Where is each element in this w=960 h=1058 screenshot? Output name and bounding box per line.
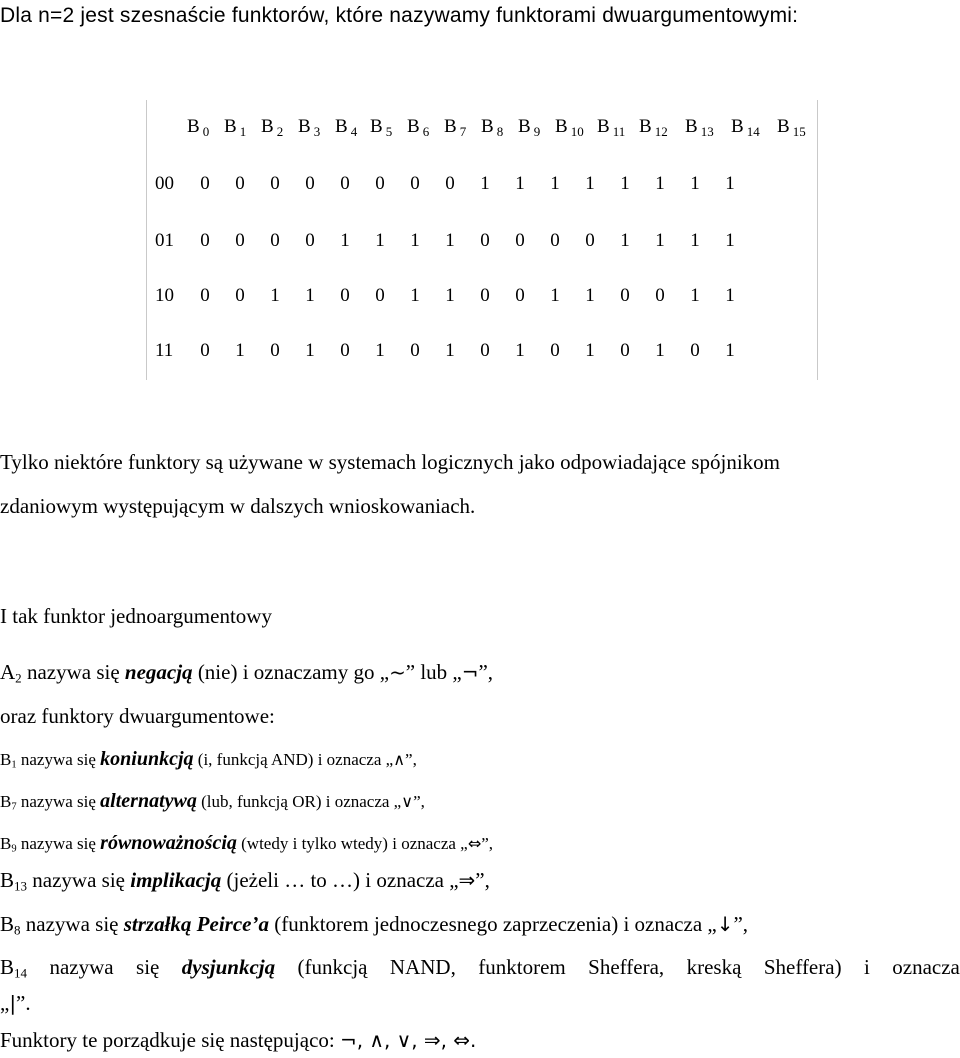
- header-index: 9: [533, 124, 541, 139]
- table-cell: 1: [585, 340, 595, 361]
- text-word: NAND,: [389, 955, 456, 979]
- functor-index: 7: [11, 801, 17, 813]
- table-cell: 0: [480, 230, 490, 251]
- header-letter: B: [370, 116, 383, 137]
- header-index: 3: [313, 124, 321, 139]
- functor-index: 13: [14, 878, 28, 894]
- truth-table: [146, 100, 818, 380]
- table-cell: 0: [445, 173, 455, 194]
- term-conjunction: koniunkcją: [100, 748, 194, 770]
- table-cell: 1: [445, 285, 455, 306]
- table-header-cell: [597, 116, 625, 140]
- order-line: [0, 1028, 476, 1053]
- row-label: 10: [155, 285, 174, 306]
- row-label: 01: [155, 230, 174, 251]
- table-cell: 0: [200, 230, 210, 251]
- table-cell: 0: [270, 340, 280, 361]
- text-fragment: Funktory te porządkuje się następująco:: [0, 1028, 340, 1052]
- table-row: [147, 230, 817, 256]
- table-cell: 1: [620, 173, 630, 194]
- table-cell: 1: [375, 230, 385, 251]
- table-cell: 0: [620, 285, 630, 306]
- term-peirce-arrow: strzałką Peirce’a: [123, 912, 269, 936]
- text-word: Sheffera): [763, 955, 842, 979]
- and-symbol: ∧: [393, 750, 406, 769]
- table-header-cell: [261, 116, 283, 140]
- header-letter: B: [518, 116, 531, 137]
- text-fragment: nazywa się: [16, 834, 101, 853]
- table-cell: 0: [340, 173, 350, 194]
- table-cell: 1: [445, 340, 455, 361]
- table-header-cell: [731, 116, 760, 140]
- table-cell: 0: [655, 285, 665, 306]
- table-cell: 1: [270, 285, 280, 306]
- functor-symbol: B: [0, 792, 12, 811]
- table-cell: 1: [655, 230, 665, 251]
- header-index: 6: [422, 124, 430, 139]
- table-cell: 0: [200, 173, 210, 194]
- text-word: i: [864, 955, 870, 979]
- header-index: 15: [792, 124, 806, 139]
- header-letter: B: [298, 116, 311, 137]
- table-cell: 0: [200, 285, 210, 306]
- header-index: 12: [654, 124, 668, 139]
- functor-index: 1: [11, 759, 17, 771]
- text-word: nazywa: [49, 955, 114, 979]
- text-fragment: ”.: [16, 991, 31, 1015]
- unary-intro: I tak funktor jednoargumentowy: [0, 604, 272, 628]
- term-implication: implikacją: [130, 868, 222, 892]
- header-index: 8: [496, 124, 504, 139]
- table-header-cell: [224, 116, 246, 140]
- table-cell: 1: [550, 173, 560, 194]
- term-alternative: alternatywą: [100, 790, 197, 812]
- table-header-cell: [481, 116, 503, 140]
- table-cell: 0: [410, 173, 420, 194]
- negation-line: [0, 660, 493, 686]
- header-index: 14: [746, 124, 760, 139]
- header-letter: B: [444, 116, 457, 137]
- header-letter: B: [224, 116, 237, 137]
- table-cell: 1: [445, 230, 455, 251]
- down-arrow-symbol: ↓: [716, 912, 734, 936]
- text-fragment: nazywa się: [21, 660, 125, 684]
- header-letter: B: [777, 116, 790, 137]
- functor-symbol: A: [0, 660, 16, 684]
- table-cell: 0: [340, 340, 350, 361]
- text-fragment: (wtedy i tylko wtedy) i oznacza „: [236, 834, 468, 853]
- table-cell: 1: [305, 285, 315, 306]
- table-cell: 1: [410, 285, 420, 306]
- text-fragment: ”,: [475, 868, 490, 892]
- term-negation: negacją: [124, 660, 193, 684]
- table-cell: 0: [550, 230, 560, 251]
- functor-symbol: B: [0, 868, 15, 892]
- header-index: 13: [700, 124, 714, 139]
- table-cell: 0: [690, 340, 700, 361]
- header-letter: B: [261, 116, 274, 137]
- equivalence-line: [0, 832, 493, 855]
- table-cell: 0: [515, 285, 525, 306]
- row-label: 11: [155, 340, 174, 361]
- text-fragment: „: [0, 991, 10, 1015]
- table-header-cell: [518, 116, 540, 140]
- header-index: 1: [239, 124, 247, 139]
- table-cell: 1: [690, 285, 700, 306]
- table-row: [147, 340, 817, 366]
- table-cell: 1: [725, 230, 735, 251]
- table-cell: 0: [340, 285, 350, 306]
- header-index: 10: [570, 124, 584, 139]
- table-cell: 1: [620, 230, 630, 251]
- table-cell: 0: [235, 173, 245, 194]
- text-word: kreską: [686, 955, 742, 979]
- functor-symbol: B: [0, 912, 15, 936]
- table-cell: 0: [270, 230, 280, 251]
- table-cell: 1: [480, 173, 490, 194]
- table-header-cell: [777, 116, 806, 140]
- peirce-arrow-line: [0, 912, 748, 938]
- text-fragment: ”,: [478, 660, 494, 684]
- text-fragment: (lub, funkcją OR) i oznacza „: [196, 792, 402, 811]
- text-fragment: (nie) i oznaczamy go „: [192, 660, 390, 684]
- sheffer-stroke-continuation: [0, 991, 31, 1016]
- text-fragment: ”,: [405, 750, 417, 769]
- conjunction-line: [0, 748, 417, 771]
- table-cell: 1: [515, 340, 525, 361]
- binary-intro: oraz funktory dwuargumentowe:: [0, 704, 275, 728]
- table-header-cell: [555, 116, 584, 140]
- sheffer-stroke-line: [0, 955, 960, 981]
- functor-symbol: B: [0, 750, 12, 769]
- table-cell: 1: [655, 340, 665, 361]
- table-header-cell: [335, 116, 357, 140]
- table-cell: 0: [480, 340, 490, 361]
- header-letter: B: [731, 116, 744, 137]
- table-cell: 1: [235, 340, 245, 361]
- b14-functor: [0, 955, 27, 981]
- functor-index: 8: [14, 922, 21, 938]
- text-fragment: (funktorem jednoczesnego zaprzeczenia) i oznacza „: [268, 912, 717, 936]
- text-word: (funkcją: [297, 955, 368, 979]
- text-fragment: ”,: [481, 834, 494, 853]
- table-cell: 1: [725, 173, 735, 194]
- implication-symbol: ⇒: [458, 868, 476, 892]
- intro-text: Dla n=2 jest szesnaście funktorów, które nazywamy funktorami dwuargumentowymi:: [0, 4, 799, 27]
- text-fragment: nazywa się: [16, 792, 101, 811]
- table-header-cell: [639, 116, 668, 140]
- header-index: 4: [350, 124, 358, 139]
- table-cell: 0: [620, 340, 630, 361]
- header-letter: B: [639, 116, 652, 137]
- text-word: Sheffera,: [588, 955, 665, 979]
- tilde-symbol: ~: [389, 660, 406, 684]
- table-cell: 0: [235, 230, 245, 251]
- text-fragment: ” lub „: [405, 660, 462, 684]
- table-row: [147, 285, 817, 311]
- table-cell: 0: [410, 340, 420, 361]
- term-equivalence: równoważnością: [100, 832, 237, 854]
- table-header-cell: [370, 116, 392, 140]
- header-letter: B: [407, 116, 420, 137]
- table-header-cell: [187, 116, 209, 140]
- negation-symbol: ¬: [461, 660, 479, 684]
- table-cell: 0: [375, 173, 385, 194]
- functor-index: 2: [15, 670, 22, 686]
- text-fragment: nazywa się: [16, 750, 101, 769]
- table-header-cell: [685, 116, 714, 140]
- table-cell: 1: [585, 173, 595, 194]
- header-index: 0: [202, 124, 210, 139]
- text-word: się: [136, 955, 160, 979]
- header-letter: B: [555, 116, 568, 137]
- alternative-line: [0, 790, 425, 813]
- text-fragment: ”,: [733, 912, 749, 936]
- functor-symbol: B: [0, 834, 12, 853]
- text-word: funktorem: [478, 955, 566, 979]
- table-cell: 1: [585, 285, 595, 306]
- table-header-row: [147, 116, 817, 146]
- text-fragment: ”,: [413, 792, 425, 811]
- text-fragment: nazywa się: [20, 912, 124, 936]
- header-letter: B: [597, 116, 610, 137]
- table-cell: 1: [375, 340, 385, 361]
- text-fragment: (i, funkcją AND) i oznacza „: [193, 750, 394, 769]
- table-cell: 1: [515, 173, 525, 194]
- order-symbols: ¬, ∧, ∨, ⇒, ⇔.: [340, 1028, 477, 1052]
- or-symbol: ∨: [401, 792, 414, 811]
- table-cell: 1: [690, 173, 700, 194]
- table-cell: 1: [305, 340, 315, 361]
- table-cell: 0: [375, 285, 385, 306]
- header-letter: B: [685, 116, 698, 137]
- table-header-cell: [407, 116, 429, 140]
- table-cell: 1: [725, 340, 735, 361]
- table-cell: 0: [235, 285, 245, 306]
- table-header-cell: [298, 116, 320, 140]
- table-cell: 0: [585, 230, 595, 251]
- table-cell: 1: [655, 173, 665, 194]
- equivalence-symbol: ⇔: [467, 834, 482, 853]
- term-disjunction: dysjunkcją: [181, 955, 276, 979]
- table-cell: 0: [305, 173, 315, 194]
- table-cell: 0: [305, 230, 315, 251]
- functor-symbol: B: [0, 955, 15, 979]
- row-label: 00: [155, 173, 174, 194]
- text-word: oznacza: [892, 955, 960, 979]
- paragraph-line-2: zdaniowym występującym w dalszych wnioskowaniach.: [0, 494, 476, 518]
- header-index: 5: [385, 124, 393, 139]
- table-cell: 0: [515, 230, 525, 251]
- table-cell: 1: [340, 230, 350, 251]
- stroke-symbol: |: [9, 991, 17, 1015]
- header-index: 11: [612, 124, 626, 139]
- functor-index: 14: [14, 965, 28, 981]
- table-cell: 1: [550, 285, 560, 306]
- text-fragment: nazywa się: [27, 868, 131, 892]
- header-index: 2: [276, 124, 284, 139]
- table-cell: 1: [725, 285, 735, 306]
- table-cell: 0: [480, 285, 490, 306]
- table-header-cell: [444, 116, 466, 140]
- table-cell: 1: [690, 230, 700, 251]
- table-cell: 1: [410, 230, 420, 251]
- header-letter: B: [187, 116, 200, 137]
- table-cell: 0: [200, 340, 210, 361]
- table-cell: 0: [270, 173, 280, 194]
- table-row: [147, 173, 817, 199]
- table-cell: 0: [550, 340, 560, 361]
- functor-index: 9: [11, 843, 17, 855]
- paragraph-line-1: Tylko niektóre funktory są używane w systemach logicznych jako odpowiadające spójnikom: [0, 450, 780, 474]
- header-index: 7: [459, 124, 467, 139]
- header-letter: B: [335, 116, 348, 137]
- text-fragment: (jeżeli … to …) i oznacza „: [221, 868, 459, 892]
- header-letter: B: [481, 116, 494, 137]
- implication-line: [0, 868, 490, 894]
